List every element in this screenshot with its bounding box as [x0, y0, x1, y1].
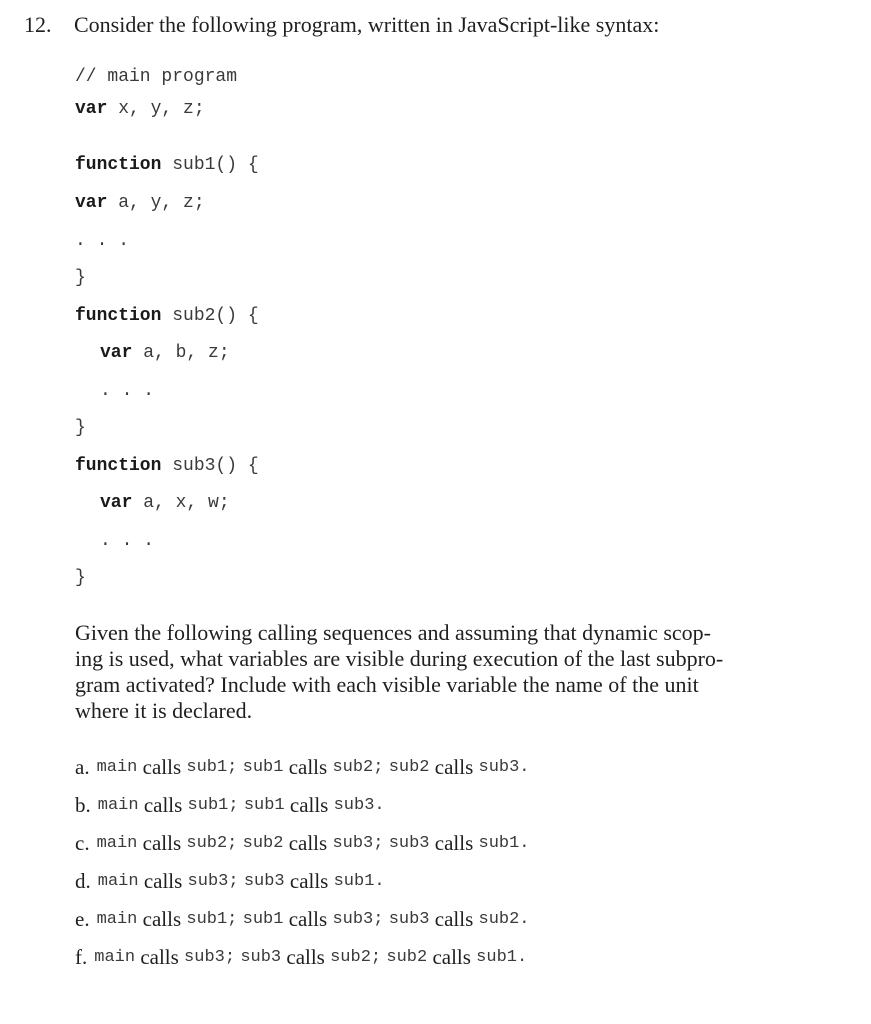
- code-line-sub1-decl: [75, 154, 259, 176]
- code-line-sub3-decl: [75, 455, 259, 477]
- code-ellipsis: . . .: [100, 381, 155, 401]
- code-line-sub3-close: [75, 567, 86, 589]
- choice-letter: a.: [75, 754, 90, 779]
- choice-c: [75, 824, 835, 862]
- code-text: a, b, z;: [132, 343, 230, 363]
- choice-e: [75, 900, 835, 938]
- code-line-sub2-vars: [100, 342, 230, 364]
- calling-sequence-list: [75, 748, 835, 976]
- question-description: [75, 620, 815, 724]
- code-text: sub1() {: [161, 155, 259, 175]
- unit-name: main: [97, 795, 139, 815]
- unit-name: sub1;: [187, 795, 239, 815]
- unit-name: main: [97, 871, 139, 891]
- keyword-var: var: [75, 99, 108, 119]
- unit-name: sub2;: [330, 947, 382, 967]
- code-comment: // main program: [75, 67, 238, 87]
- code-line-sub3-vars: [100, 492, 230, 514]
- unit-name: sub2: [388, 757, 430, 777]
- code-line-globals: [75, 98, 205, 120]
- keyword-var: var: [100, 493, 133, 513]
- choice-letter: e.: [75, 906, 90, 931]
- unit-name: sub1: [243, 795, 285, 815]
- code-line-sub2-close: [75, 417, 86, 439]
- calls-word: calls: [140, 944, 179, 969]
- choice-letter: c.: [75, 830, 90, 855]
- code-line-sub2-decl: [75, 305, 259, 327]
- code-text: sub2() {: [161, 306, 259, 326]
- unit-name: sub3;: [184, 947, 236, 967]
- unit-name: sub3;: [332, 909, 384, 929]
- code-line-sub1-vars: [75, 192, 205, 214]
- calls-word: calls: [289, 792, 329, 817]
- code-text: x, y, z;: [107, 99, 205, 119]
- unit-name: sub2: [386, 947, 428, 967]
- calls-word: calls: [142, 906, 182, 931]
- question-header: [24, 10, 851, 40]
- unit-name: sub3;: [332, 833, 384, 853]
- code-line-sub1-close: [75, 267, 86, 289]
- calls-word: calls: [288, 830, 328, 855]
- code-text: sub3() {: [161, 456, 259, 476]
- unit-name: sub1: [242, 757, 284, 777]
- unit-name: sub3.: [478, 757, 530, 777]
- calls-word: calls: [288, 754, 328, 779]
- calls-word: calls: [434, 906, 474, 931]
- keyword-var: var: [100, 343, 133, 363]
- keyword-function: function: [75, 306, 162, 326]
- calls-word: calls: [434, 830, 474, 855]
- calls-word: calls: [432, 944, 471, 969]
- code-text: a, x, w;: [132, 493, 230, 513]
- code-brace: }: [75, 568, 86, 588]
- unit-name: sub1.: [476, 947, 528, 967]
- keyword-function: function: [75, 456, 162, 476]
- unit-name: sub2;: [186, 833, 238, 853]
- code-line-comment: [75, 66, 237, 88]
- calls-word: calls: [143, 792, 183, 817]
- unit-name: sub1: [242, 909, 284, 929]
- unit-name: sub1.: [478, 833, 530, 853]
- calls-word: calls: [286, 944, 325, 969]
- unit-name: sub2.: [478, 909, 530, 929]
- calls-word: calls: [143, 868, 183, 893]
- unit-name: sub3.: [333, 795, 385, 815]
- description-line: ing is used, what variables are visible during execution of the last subpro-: [75, 646, 724, 671]
- unit-name: sub3: [243, 871, 285, 891]
- code-line-sub2-body: [100, 380, 154, 402]
- unit-name: sub2;: [332, 757, 384, 777]
- unit-name: main: [94, 947, 136, 967]
- choice-letter: d.: [75, 868, 91, 893]
- unit-name: sub1;: [186, 757, 238, 777]
- unit-name: sub3: [240, 947, 282, 967]
- choice-a: [75, 748, 835, 786]
- code-ellipsis: . . .: [100, 531, 155, 551]
- unit-name: sub3;: [187, 871, 239, 891]
- calls-word: calls: [142, 830, 182, 855]
- unit-name: main: [96, 909, 138, 929]
- unit-name: sub2: [242, 833, 284, 853]
- unit-name: sub1.: [333, 871, 385, 891]
- code-brace: }: [75, 268, 86, 288]
- question-title: Consider the following program, written in JavaScript-like syntax:: [74, 12, 660, 37]
- description-line: gram activated? Include with each visible variable the name of the unit: [75, 672, 699, 697]
- unit-name: sub3: [388, 833, 430, 853]
- choice-letter: b.: [75, 792, 91, 817]
- code-brace: }: [75, 418, 86, 438]
- code-text: a, y, z;: [107, 193, 205, 213]
- choice-d: [75, 862, 835, 900]
- code-ellipsis: . . .: [75, 231, 130, 251]
- choice-b: [75, 786, 835, 824]
- choice-letter: f.: [75, 944, 88, 969]
- calls-word: calls: [434, 754, 474, 779]
- calls-word: calls: [289, 868, 329, 893]
- calls-word: calls: [142, 754, 182, 779]
- keyword-var: var: [75, 193, 108, 213]
- unit-name: main: [96, 757, 138, 777]
- unit-name: main: [96, 833, 138, 853]
- code-line-sub1-body: [75, 230, 129, 252]
- code-line-sub3-body: [100, 530, 154, 552]
- keyword-function: function: [75, 155, 162, 175]
- description-line: Given the following calling sequences and assuming that dynamic scop-: [75, 620, 712, 645]
- unit-name: sub3: [388, 909, 430, 929]
- calls-word: calls: [288, 906, 328, 931]
- description-line: where it is declared.: [75, 698, 253, 723]
- question-number: 12.: [24, 12, 52, 37]
- unit-name: sub1;: [186, 909, 238, 929]
- choice-f: [75, 938, 835, 976]
